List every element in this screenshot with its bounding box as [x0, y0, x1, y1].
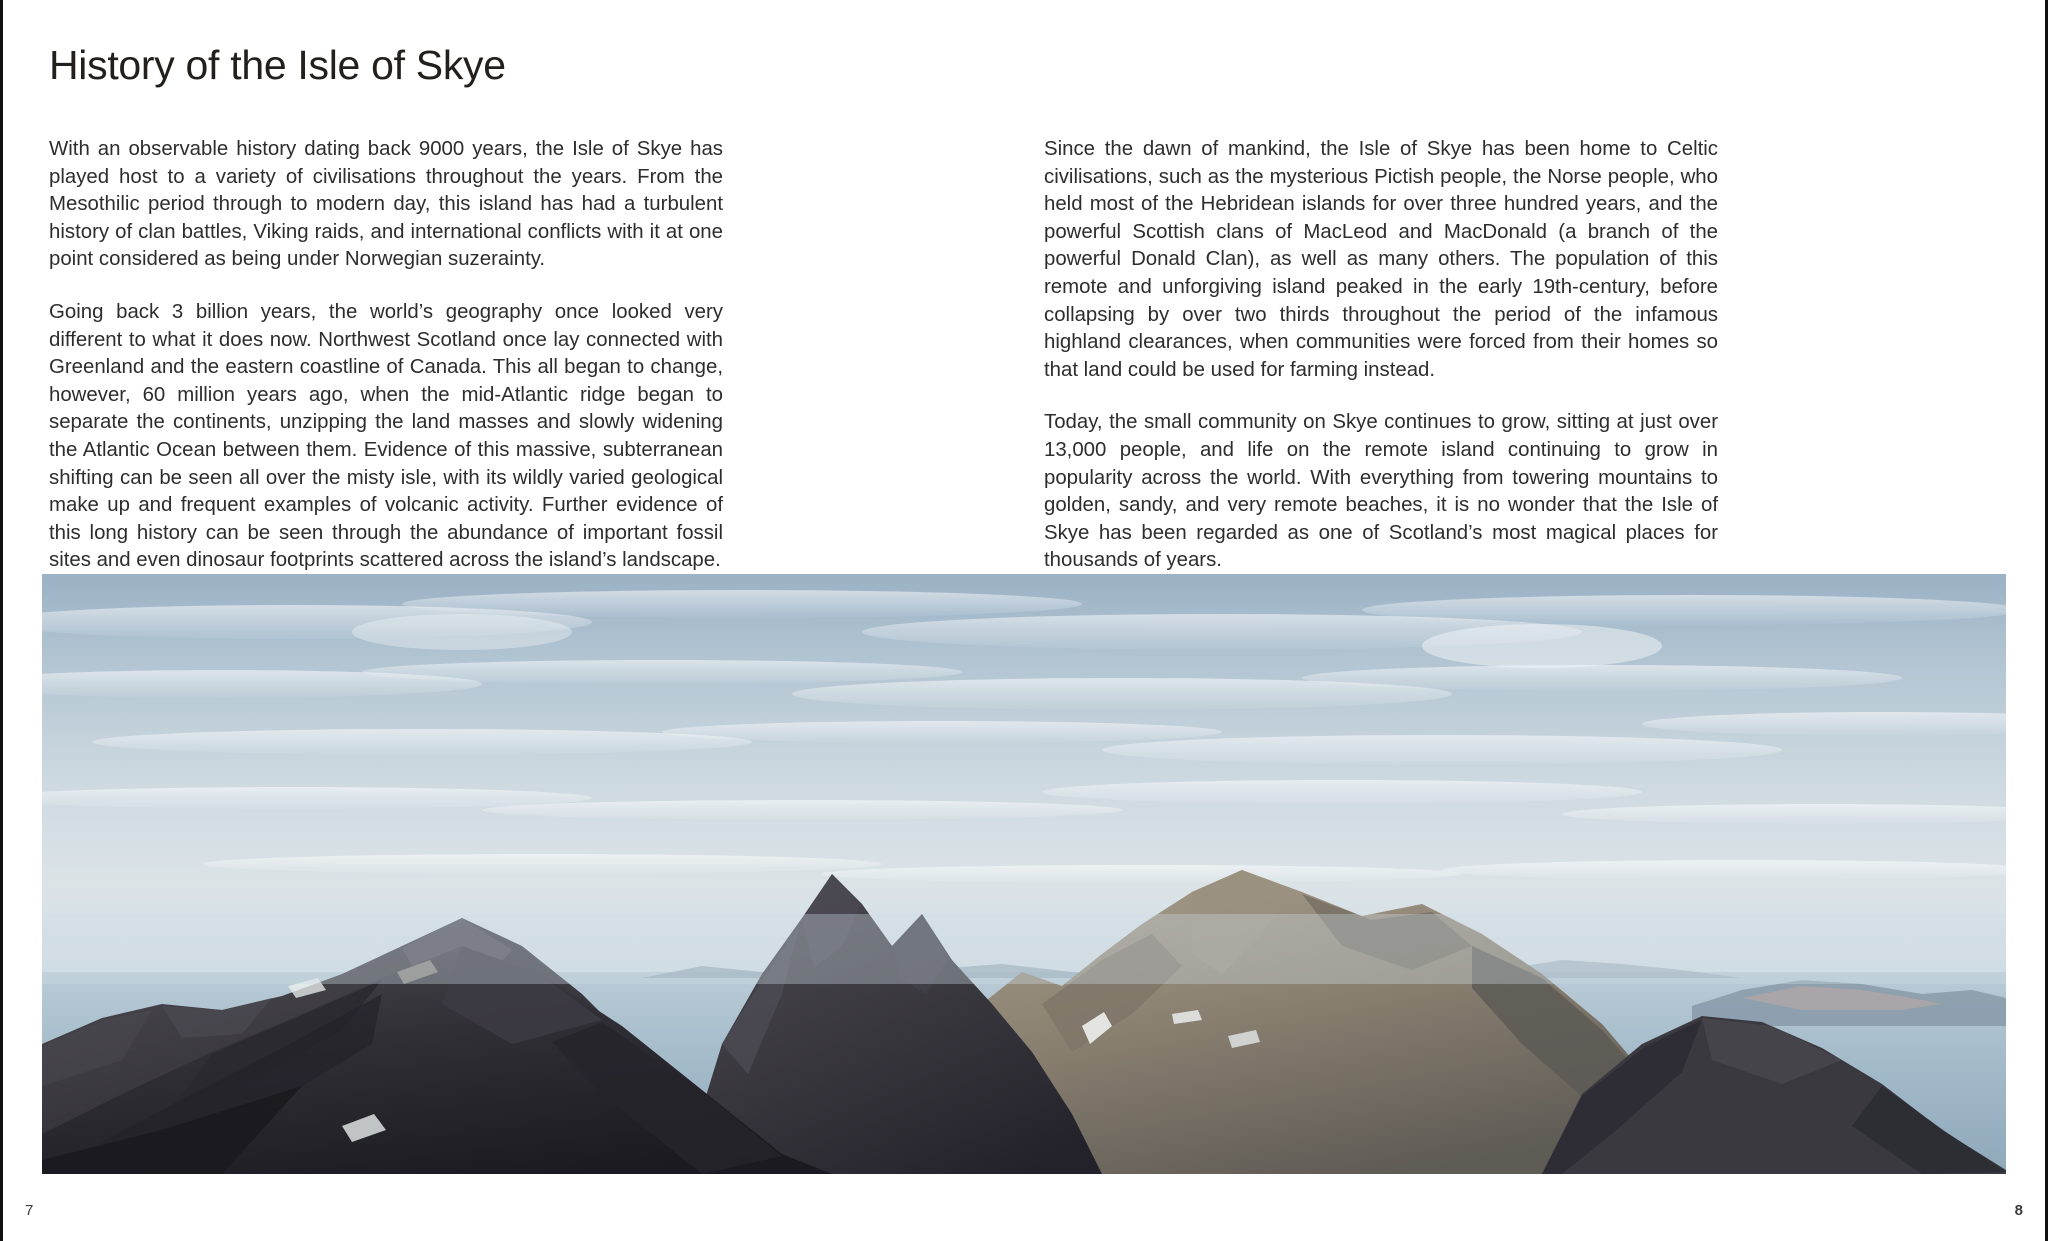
paragraph: With an observable history dating back 9000 years, the Isle of Skye has played host to a variety of civilisations throughout the years. From the Mesothilic period through to modern day, this island has had a turbulent history of clan battles, Viking raids, and international conflicts with it at one point considered as being under Norwegian suzerainty.	[49, 138, 723, 271]
paragraph: Since the dawn of mankind, the Isle of Skye has been home to Celtic civilisations, such as the mysterious Pictish people, the Norse people, who held most of the Hebridean islands for over three hundred years, and the powerful Scottish clans of MacLeod and MacDonald (a branch of the powerful Donald Clan), as well as many others. The population of this remote and unforgiving island peaked in the early 19th-century, before collapsing by over two thirds throughout the period of the infamous highland clearances, when communities were forced from their homes so that land could be used for farming instead.	[1044, 138, 1718, 381]
mountain-photo	[42, 574, 2006, 1174]
mountain-photo-illustration	[42, 574, 2006, 1174]
folio-left: 7	[25, 1202, 34, 1219]
folio-right: 8	[2014, 1202, 2023, 1219]
paragraph: Today, the small community on Skye continues to grow, sitting at just over 13,000 people, and life on the remote island continuing to grow in popularity across the world. With everything from towering mountains to golden, sandy, and very remote beaches, it is no wonder that the Isle of Skye has been regarded as one of Scotland’s most magical places for thousands of years.	[1044, 411, 1718, 572]
page-title: History of the Isle of Skye	[49, 42, 506, 88]
body-column-left	[49, 136, 723, 575]
paragraph: Going back 3 billion years, the world’s geography once looked very different to what it does now. Northwest Scotland once lay connected with Greenland and the eastern coastline of Canada. This all began to change, however, 60 million years ago, when the mid-Atlantic ridge began to separate the continents, unzipping the land masses and slowly widening the Atlantic Ocean between them. Evidence of this massive, subterranean shifting can be seen all over the misty isle, with its wildly varied geological make up and frequent examples of volcanic activity. Further evidence of this long history can be seen through the abundance of important fossil sites and even dinosaur footprints scattered across the island’s landscape.	[49, 300, 723, 572]
body-column-right	[1044, 136, 1718, 575]
